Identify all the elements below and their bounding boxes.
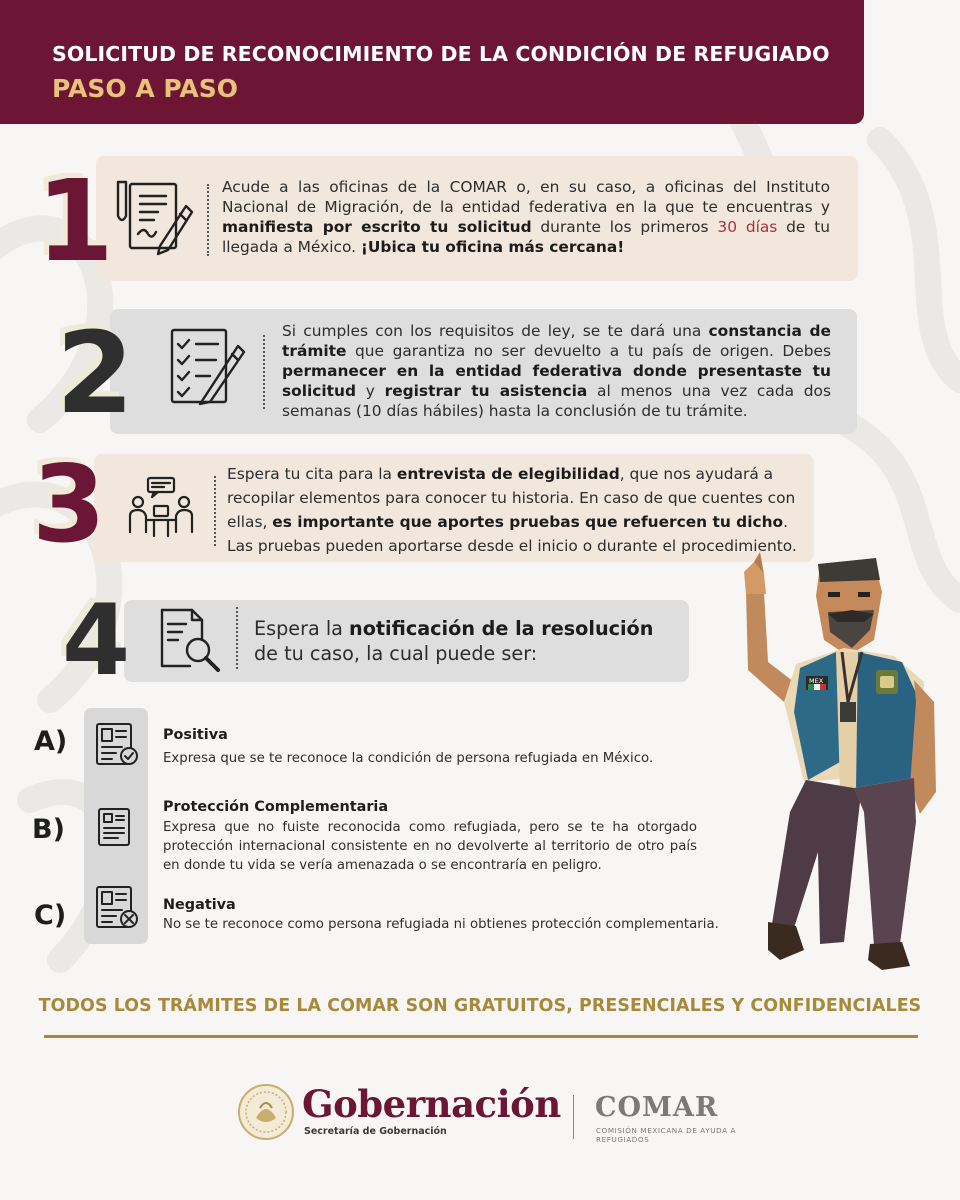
step-3-text	[227, 462, 802, 558]
step-3-divider	[214, 476, 216, 546]
footer-divider-line	[44, 1035, 918, 1038]
step-2-segment: que garantiza no ser devuelto a tu país de origen. Debes	[346, 342, 831, 360]
option-a-letter: A)	[34, 726, 68, 757]
comar-logo-text: COMAR	[595, 1092, 719, 1123]
option-c-letter: C)	[34, 900, 67, 931]
header-banner	[0, 0, 864, 124]
step-2-segment: constancia de trámite	[282, 322, 831, 360]
document-icon	[96, 806, 132, 848]
step-4-text	[254, 616, 654, 666]
interview-icon	[128, 476, 194, 542]
gobernacion-logo-text: Gobernación	[302, 1082, 561, 1126]
gobernacion-subtitle: Secretaría de Gobernación	[304, 1126, 447, 1137]
step-2-segment: registrar tu asistencia	[384, 382, 588, 400]
option-b-description: Expresa que no fuiste reconocida como refugiada, pero se te ha otorgado protección internacional consistente en no devolverte al territorio de otro país en donde tu vida se vería amenazada o se encontraría en peligro.	[163, 820, 697, 873]
step-2-segment: Si cumples con los requisitos de ley, se te dará una	[282, 322, 709, 340]
step-3-number: 3	[32, 443, 106, 566]
step-4-segment: Espera la	[254, 617, 350, 640]
mascot-badge-label: MEX	[809, 677, 824, 685]
origami-mascot-illustration	[724, 552, 944, 972]
option-a-description: Expresa que se te reconoce la condición de persona refugiada en México.	[163, 751, 654, 766]
option-c-title: Negativa	[163, 897, 236, 913]
document-search-icon	[158, 608, 222, 672]
step-2-segment: y	[356, 382, 385, 400]
step-3-segment: es importante que aportes pruebas que refuercen tu dicho	[272, 513, 784, 531]
page-subtitle: PASO A PASO	[52, 74, 239, 103]
id-card-check-icon	[94, 721, 140, 767]
step-3-segment: entrevista de elegibilidad	[396, 465, 620, 483]
logo-separator	[573, 1095, 574, 1139]
step-1-segment: Acude a las oficinas de la COMAR o, en su caso, a oficinas del Instituto Nacional de Migración, de la entidad federativa en la que te encuentras y	[222, 178, 830, 216]
mexico-coat-of-arms-icon	[236, 1082, 296, 1142]
option-a-title: Positiva	[163, 727, 228, 743]
document-sign-icon	[112, 176, 196, 256]
step-1-divider	[207, 184, 209, 256]
step-1-segment: ¡Ubica tu oficina más cercana!	[360, 238, 625, 256]
step-1-segment: 30 días	[717, 218, 778, 236]
step-2-divider	[263, 335, 265, 409]
page-title: SOLICITUD DE RECONOCIMIENTO DE LA CONDICIÓN DE REFUGIADO	[52, 42, 830, 66]
step-4-segment: notificación de la resolución	[349, 617, 654, 640]
step-3-segment: , que nos ayudará a recopilar elementos para conocer tu historia. En caso de que cuentes con ellas,	[227, 465, 796, 531]
step-1-text	[222, 177, 830, 257]
step-4-segment: de tu caso, la cual puede ser:	[254, 642, 538, 665]
footer-notice: TODOS LOS TRÁMITES DE LA COMAR SON GRATUITOS, PRESENCIALES Y CONFIDENCIALES	[38, 996, 922, 1016]
step-1-segment: manifiesta por escrito tu solicitud	[222, 218, 532, 236]
step-3-segment: Espera tu cita para la	[227, 465, 397, 483]
comar-subtitle: COMISIÓN MEXICANA DE AYUDA A REFUGIADOS	[596, 1126, 736, 1144]
step-2-number: 2	[56, 309, 134, 439]
step-4-divider	[236, 607, 238, 669]
step-1-number: 1	[36, 157, 114, 287]
step-4-number: 4	[62, 584, 131, 698]
step-2-text	[282, 321, 831, 421]
step-2-segment: al menos una vez cada dos semanas (10 días hábiles) hasta la conclusión de tu trámite.	[282, 382, 831, 420]
step-1-segment: de tu llegada a México.	[222, 218, 830, 256]
option-c-description: No se te reconoce como persona refugiada ni obtienes protección complementaria.	[163, 917, 719, 932]
step-2-segment: permanecer en la entidad federativa donde presentaste tu solicitud	[282, 362, 831, 400]
step-1-segment: durante los primeros	[531, 218, 718, 236]
option-b-title: Protección Complementaria	[163, 799, 389, 815]
step-3-segment: . Las pruebas pueden aportarse desde el inicio o durante el procedimiento.	[227, 513, 797, 555]
id-card-reject-icon	[94, 884, 140, 930]
checklist-icon	[168, 326, 248, 406]
option-b-letter: B)	[32, 814, 65, 845]
